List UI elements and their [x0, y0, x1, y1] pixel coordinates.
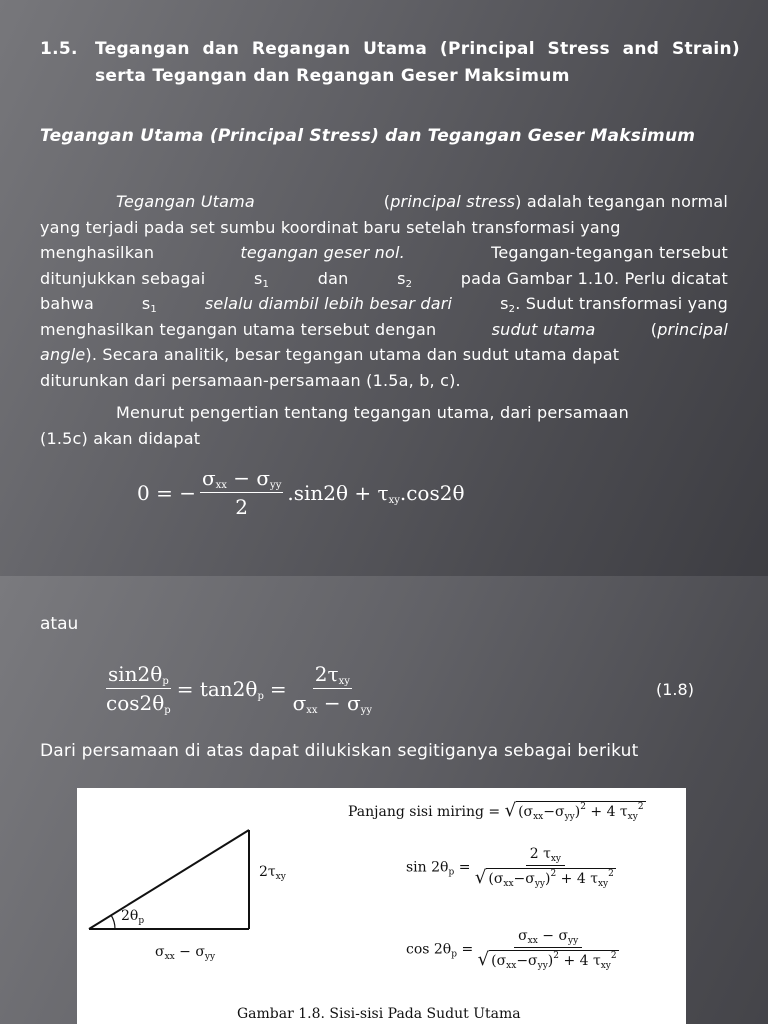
slide-2: [0, 576, 768, 1024]
equation-number: (1.8): [656, 680, 694, 699]
figure-principal-angle: [77, 788, 686, 1024]
paragraph-menurut: Menurut pengertian tentang tegangan utama, dari persamaan (1.5c) akan didapat: [40, 400, 728, 451]
section-heading: [40, 36, 740, 90]
label-opposite: $2\tau_{xy}$: [259, 864, 286, 882]
angle-arc: [111, 915, 115, 929]
figure-caption: Gambar 1.8. Sisi-sisi Pada Sudut Utama: [237, 1006, 521, 1022]
text-dari: Dari persamaan di atas dapat dilukiskan segitiganya sebagai berikut: [40, 741, 639, 761]
text-italic: angle: [40, 345, 86, 364]
sin-formula: $\sin 2\theta_p$ = 2 $\tau_{xy}$ √ $(\sigma_{xx}-\sigma_{yy})^2 + 4$ $\tau_{xy}^2$: [406, 846, 614, 889]
label-adjacent: $\sigma_{xx} - \sigma_{yy}$: [155, 944, 216, 962]
text-italic: Tegangan Utama: [116, 192, 255, 211]
triangle-diagram: [77, 788, 686, 1024]
text-line: yang terjadi pada set sumbu koordinat baru setelah transformasi yang: [40, 217, 621, 237]
text-line: diturunkan dari persamaan-persamaan (1.5a, b, c).: [40, 370, 461, 390]
heading-line-2: serta Tegangan dan Regangan Geser Maksimum: [95, 66, 570, 86]
heading-line-1: Tegangan dan Regangan Utama (Principal Stress and Strain): [95, 39, 740, 59]
equation-shear-zero: 0 = − $\frac{\sigma_{xx} - \sigma_{yy}}{2}$ $.\sin 2\theta + \tau_{xy}.\cos 2\theta$: [137, 466, 465, 519]
subheading: Tegangan Utama (Principal Stress) dan Tegangan Geser Maksimum: [40, 126, 696, 146]
section-number: 1.5.: [40, 39, 78, 59]
triangle-hypotenuse: [89, 830, 249, 929]
text-italic: selalu diambil lebih besar dari: [204, 294, 453, 313]
text-italic: tegangan geser nol.: [240, 243, 405, 262]
paragraph-principal-stress: Tegangan Utama (principal stress) adalah tegangan normal yang terjadi pada set sumbu koordinat baru setelah transformasi yang menghasilkan tegangan geser nol. Tegangan-tegangan tersebut ditunjukkan sebagai $s_1$ dan $s_2$ pada Gambar 1.10. Perlu dicatat bahwa $s_1$ selalu diambil lebih besar dari $s_2$. Sudut transformasi yang menghasilkan tegangan utama tersebut dengan sudut utama (principal angle). Secara analitik, besar tegangan utama dan sudut utama dapat diturunkan dari persamaan-persamaan (1.5a, b, c).: [40, 189, 728, 393]
equation-fraction: $\frac{\sin 2\theta_p}{\cos 2\theta_p}$: [106, 662, 171, 716]
label-angle: $2\theta_p$: [121, 908, 145, 926]
equation-tan-2theta: $\frac{\sin 2\theta_p}{\cos 2\theta_p}$ = $\tan 2\theta_p$ = $\frac{2\tau_{xy}}{\sigma_{xx} - \sigma_{yy}}$: [106, 662, 373, 716]
equation-fraction: $\frac{2\tau_{xy}}{\sigma_{xx} - \sigma_{yy}}$: [292, 662, 373, 716]
equation-fraction: $\frac{\sigma_{xx} - \sigma_{yy}}{2}$: [201, 466, 282, 519]
text-italic: principal: [657, 319, 728, 339]
text-italic: principal stress: [390, 192, 516, 211]
cos-formula: $\cos 2\theta_p$ = $\sigma_{xx} - \sigma_{yy}$ √ $(\sigma_{xx}-\sigma_{yy})^2 + 4$ $\tau_{xy}^2$: [406, 928, 617, 971]
hypotenuse-formula: Panjang sisi miring = √ $(\sigma_{xx}-\sigma_{yy})^2 + 4$ $\tau_{xy}^2$: [348, 800, 644, 822]
text-line: (1.5c) akan didapat: [40, 428, 201, 448]
text-atau: atau: [40, 614, 79, 634]
text-italic: sudut utama: [491, 319, 596, 339]
